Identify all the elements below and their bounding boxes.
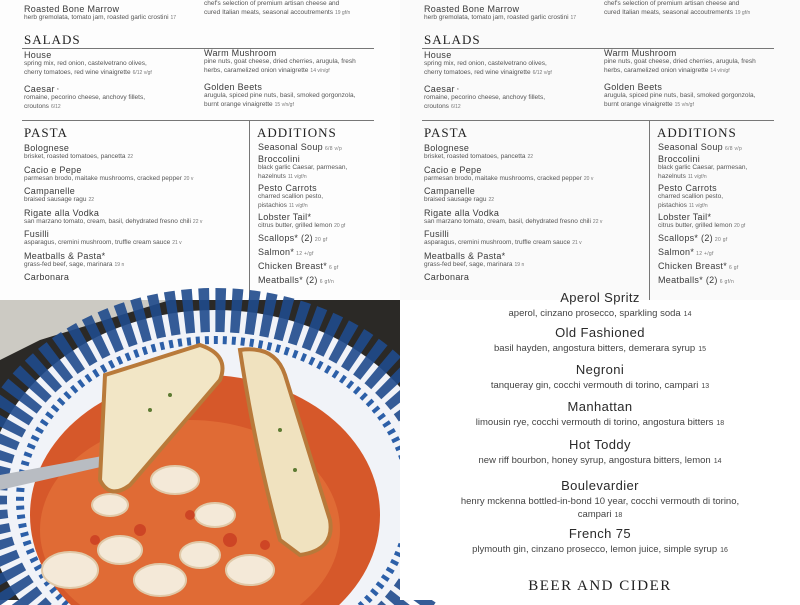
- pasta-item: [24, 229, 249, 248]
- divider: [422, 120, 774, 121]
- divider: [22, 120, 374, 121]
- cocktail-name: Manhattan: [567, 399, 633, 414]
- pasta-item-title: Fusilli: [24, 229, 50, 239]
- cocktail-item: [400, 526, 800, 557]
- pasta-heading: PASTA: [424, 125, 468, 140]
- pasta-item-desc: braised sausage ragu 22: [424, 196, 495, 203]
- addition-meatballs: Meatballs* (2) 6 gf/n: [658, 274, 735, 285]
- drinks-menu: [400, 290, 800, 600]
- pasta-item-title: Bolognese: [24, 143, 70, 153]
- menu-item-golden-beets: Golden Beets arugula, spiced pine nuts, basil, smoked gorgonzola, burnt orange vinaigrette 15 v/n/gf: [204, 82, 356, 108]
- cocktail-item: [400, 399, 800, 430]
- addition-carrots: Pesto Carrots charred scallion pesto, pistachios 11 v/gf/n: [658, 183, 724, 209]
- pasta-item-title: Campanelle: [424, 186, 476, 196]
- addition-soup: Seasonal Soup 6/8 v/p: [258, 142, 343, 152]
- cocktail-desc: henry mckenna bottled-in-bond 10 year, cocchi vermouth di torino, campari 18: [460, 496, 740, 520]
- pasta-list: [424, 143, 649, 294]
- cocktail-name: Old Fashioned: [555, 325, 645, 340]
- menu-photo-left: [0, 0, 400, 300]
- pasta-item-desc: parmesan brodo, maitake mushrooms, cracked pepper 20 v: [24, 174, 194, 182]
- cocktail-desc: limousin rye, cocchi vermouth di torino, angostura bitters 18: [475, 417, 725, 428]
- pasta-item: [24, 272, 249, 291]
- addition-soup: Seasonal Soup 6/8 v/p: [658, 142, 743, 152]
- addition-scallops: Scallops* (2) 20 gf: [258, 232, 328, 243]
- pasta-item-title: Campanelle: [24, 186, 76, 196]
- pasta-item-desc: asparagus, cremini mushroom, truffle cream sauce 21 v: [24, 239, 182, 246]
- additions-heading: ADDITIONS: [657, 125, 737, 140]
- pasta-item-desc: grass-fed beef, sage, marinara 19 n: [24, 260, 125, 268]
- pasta-item: [424, 165, 649, 184]
- pasta-item: [24, 208, 249, 227]
- pasta-item: [24, 143, 249, 162]
- dish-illustration: [0, 300, 400, 600]
- pasta-item: [24, 186, 249, 205]
- pasta-item-desc: san marzano tomato, cream, basil, dehydrated fresno chili 22 v: [424, 217, 603, 225]
- column-divider: [649, 120, 650, 300]
- addition-lobster: Lobster Tail* citrus butter, grilled lemon 20 gf: [658, 212, 746, 229]
- cocktail-name: Negroni: [575, 362, 625, 377]
- menu-photo-right: [400, 0, 800, 300]
- pasta-list: [24, 143, 249, 294]
- food-menu-page: [0, 0, 400, 300]
- cocktail-desc: basil hayden, angostura bitters, demerara syrup 15: [494, 343, 706, 354]
- drink-aperol-spritz: Aperol Spritz aperol, cinzano prosecco, sparkling soda 14: [508, 290, 692, 319]
- column-divider: [249, 120, 250, 300]
- addition-carrots: Pesto Carrots charred scallion pesto, pistachios 11 v/gf/n: [258, 183, 324, 209]
- beer-cider-heading: BEER AND CIDER: [528, 578, 672, 594]
- food-menu-page: [400, 0, 800, 300]
- addition-broccolini: Broccolini black garlic Caesar, parmesan, hazelnuts 11 v/gf/n: [258, 154, 348, 180]
- additions-heading: ADDITIONS: [257, 125, 337, 140]
- menu-item-cheese-board: chef's selection of premium artisan cheese and cured Italian meats, seasonal accoutrements 19 gf/n: [604, 0, 751, 16]
- pasta-item-desc: asparagus, cremini mushroom, truffle cream sauce 21 v: [424, 239, 582, 246]
- addition-meatballs: Meatballs* (2) 6 gf/n: [258, 274, 335, 285]
- cocktail-desc: new riff bourbon, honey syrup, angostura bitters, lemon 14: [478, 455, 722, 466]
- addition-salmon: Salmon* 12 +/gf: [258, 246, 314, 257]
- salads-heading: SALADS: [24, 32, 81, 47]
- cocktail-item: [400, 437, 800, 468]
- pasta-item: [24, 165, 249, 184]
- cocktail-name: Hot Toddy: [569, 437, 631, 452]
- menu-item-warm-mushroom: Warm Mushroom pine nuts, goat cheese, dried cherries, arugula, fresh herbs, caramelized onion vinaigrette 14 v/n/gf: [204, 48, 356, 74]
- addition-broccolini: Broccolini black garlic Caesar, parmesan, hazelnuts 11 v/gf/n: [658, 154, 748, 180]
- pasta-item: [24, 251, 249, 270]
- menu-item-house-salad: House spring mix, red onion, castelvetrano olives, cherry tomatoes, red wine vinaigrette 6/12 v/gf: [24, 50, 152, 76]
- cocktail-name: Boulevardier: [561, 478, 639, 493]
- pasta-item-desc: san marzano tomato, cream, basil, dehydrated fresno chili 22 v: [24, 217, 203, 225]
- addition-chicken: Chicken Breast* 6 gf: [258, 260, 339, 271]
- menu-item-house-salad: House spring mix, red onion, castelvetrano olives, cherry tomatoes, red wine vinaigrette 6/12 v/gf: [424, 50, 552, 76]
- pasta-item-title: Carbonara: [24, 272, 70, 282]
- pasta-item-title: Fusilli: [424, 229, 450, 239]
- additions-list: [658, 142, 798, 285]
- pasta-item: [424, 272, 649, 291]
- pasta-item-title: Cacio e Pepe: [24, 164, 82, 175]
- pasta-item-desc: braised sausage ragu 22: [24, 196, 95, 203]
- pasta-item: [424, 251, 649, 270]
- addition-salmon: Salmon* 12 +/gf: [658, 246, 714, 257]
- pasta-item-desc: parmesan brodo, maitake mushrooms, cracked pepper 20 v: [424, 174, 594, 182]
- pasta-item-title: Meatballs & Pasta*: [424, 250, 506, 261]
- cocktail-item: [400, 478, 800, 522]
- pasta-item: [424, 186, 649, 205]
- pasta-item-title: Rigate alla Vodka: [24, 207, 100, 218]
- pasta-item: [424, 229, 649, 248]
- pasta-item-title: Cacio e Pepe: [424, 164, 482, 175]
- addition-lobster: Lobster Tail* citrus butter, grilled lemon 20 gf: [258, 212, 346, 229]
- pasta-item-title: Meatballs & Pasta*: [24, 250, 106, 261]
- pasta-item: [424, 143, 649, 162]
- menu-item-caesar-salad: Caesar * romaine, pecorino cheese, anchovy fillets, croutons 6/12: [24, 84, 146, 110]
- pasta-item-title: Bolognese: [424, 143, 470, 153]
- menu-item-golden-beets: Golden Beets arugula, spiced pine nuts, basil, smoked gorgonzola, burnt orange vinaigrette 15 v/n/gf: [604, 82, 756, 108]
- salads-heading: SALADS: [424, 32, 481, 47]
- cocktail-name: French 75: [568, 526, 632, 541]
- pasta-item-desc: brisket, roasted tomatoes, pancetta 22: [424, 153, 534, 160]
- cocktail-desc: plymouth gin, cinzano prosecco, lemon juice, simple syrup 16: [472, 544, 728, 555]
- menu-item-bone-marrow: Roasted Bone Marrow herb gremolata, tomato jam, roasted garlic crostini 17: [24, 4, 177, 21]
- menu-item-cheese-board: chef's selection of premium artisan cheese and cured Italian meats, seasonal accoutrements 19 gf/n: [204, 0, 351, 16]
- pasta-dish-photo: [0, 300, 400, 600]
- pasta-item-title: Rigate alla Vodka: [424, 207, 500, 218]
- addition-scallops: Scallops* (2) 20 gf: [658, 232, 728, 243]
- pasta-item-desc: grass-fed beef, sage, marinara 19 n: [424, 260, 525, 268]
- cocktail-item: [400, 325, 800, 356]
- menu-item-caesar-salad: Caesar * romaine, pecorino cheese, anchovy fillets, croutons 6/12: [424, 84, 546, 110]
- pasta-heading: PASTA: [24, 125, 68, 140]
- addition-chicken: Chicken Breast* 6 gf: [658, 260, 739, 271]
- pasta-item-desc: [24, 282, 249, 291]
- pasta-item: [424, 208, 649, 227]
- menu-item-bone-marrow: Roasted Bone Marrow herb gremolata, tomato jam, roasted garlic crostini 17: [424, 4, 577, 21]
- cocktail-desc: tanqueray gin, cocchi vermouth di torino, campari 13: [490, 380, 710, 391]
- pasta-item-desc: brisket, roasted tomatoes, pancetta 22: [24, 153, 134, 160]
- pasta-item-title: Carbonara: [424, 272, 470, 282]
- menu-item-warm-mushroom: Warm Mushroom pine nuts, goat cheese, dried cherries, arugula, fresh herbs, caramelized onion vinaigrette 14 v/n/gf: [604, 48, 756, 74]
- cocktail-item: [400, 362, 800, 393]
- additions-list: [258, 142, 398, 285]
